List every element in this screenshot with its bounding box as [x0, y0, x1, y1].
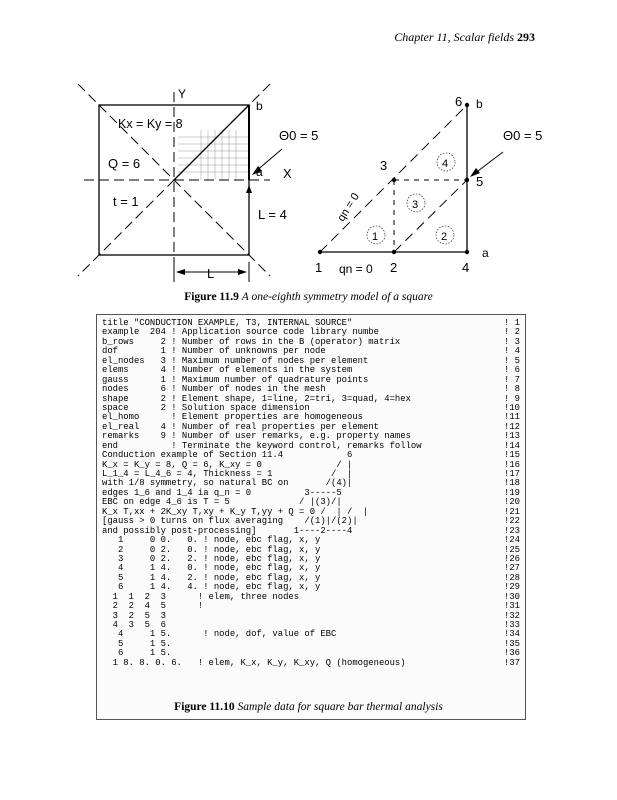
listing-line-text: 1 1 2 3 ! elem, three nodes — [102, 591, 300, 602]
listing-line-number: !24 — [504, 535, 520, 546]
listing-line-number: !23 — [504, 525, 520, 536]
node-label-6: 6 — [455, 94, 463, 109]
listing-line-number: !20 — [504, 497, 520, 508]
listing-line-text: end ! Terminate the keyword control, remarks follow — [102, 440, 422, 451]
listing-line-number: !19 — [504, 487, 520, 498]
listing-line-text: el_nodes 3 ! Maximum number of nodes per element — [102, 355, 369, 366]
listing-line-number: ! 4 — [504, 346, 520, 357]
dim-arrow-right — [238, 269, 247, 275]
node-label-1: 1 — [315, 260, 323, 275]
listing-line-text: [gauss > 0 turns on flux averaging /(1)|/(2)| — [102, 516, 358, 527]
listing-line-number: !36 — [504, 648, 520, 659]
l-arrow — [246, 185, 252, 193]
listing-line-number: !17 — [504, 469, 520, 479]
listing-line-number: !27 — [504, 563, 520, 574]
corner-b-label-right: b — [476, 97, 483, 111]
listing-line-text: 3 0 2. 2. ! node, ebc flag, x, y — [102, 553, 321, 564]
t-label: t = 1 — [113, 194, 139, 209]
listing-line-number: !33 — [504, 620, 520, 630]
listing-line-text: 6 1 5. — [102, 648, 172, 659]
listing-line-text: 5 1 5. — [102, 638, 172, 649]
listing-line-number: ! 9 — [504, 393, 520, 404]
listing-line-number: !13 — [504, 431, 520, 442]
node-label-5: 5 — [476, 174, 484, 189]
listing-line-number: !21 — [504, 506, 520, 517]
listing-line-text: gauss 1 ! Maximum number of quadrature points — [102, 374, 369, 385]
listing-line-number: !37 — [504, 657, 520, 668]
listing-line-number: ! 8 — [504, 384, 520, 395]
corner-a-label: a — [256, 165, 263, 179]
figure-caption-text: A one-eighth symmetry model of a square — [241, 291, 433, 303]
listing-line-text: 1 8. 8. 0. 6. ! elem, K_x, K_y, K_xy, Q (homogeneous) — [102, 657, 406, 668]
listing-line-text: 4 1 4. 0. ! node, ebc flag, x, y — [102, 563, 321, 574]
listing-line-number: !25 — [504, 544, 520, 555]
listing-line-text: shape 2 ! Element shape, 1=line, 2=tri, 3=quad, 4=hex — [102, 393, 411, 404]
listing-line-text: example 204 ! Application source code library numbe — [102, 327, 379, 338]
diagonal-edge — [174, 105, 249, 180]
listing-line-text: 6 1 4. 4. ! node, ebc flag, x, y — [102, 582, 321, 593]
listing-line-text: space 2 ! Solution space dimension — [102, 402, 310, 413]
k-label: Kx = Ky = 8 — [118, 117, 183, 131]
theta-label-right: Θ0 = 5 — [503, 128, 543, 143]
node-dot-6 — [465, 103, 469, 107]
listing-line-number: !29 — [504, 582, 520, 593]
hatched-region — [178, 130, 249, 180]
corner-a-label-right: a — [482, 246, 489, 260]
axis-y-label: Y — [178, 87, 187, 101]
listing-line-number: !28 — [504, 572, 520, 583]
listing-line-text: elems 4 ! Number of elements in the system — [102, 365, 353, 376]
listing-line-text: nodes 6 ! Number of nodes in the mesh — [102, 384, 326, 395]
chapter-title: Chapter 11, Scalar fields — [394, 30, 514, 44]
figure-11-10-caption — [0, 701, 617, 713]
dim-arrow-left — [176, 269, 185, 275]
listing-line-number: ! 7 — [504, 374, 520, 385]
listing-line-number: !11 — [504, 412, 520, 423]
listing-line-number: !26 — [504, 553, 520, 564]
listing-line-text: dof 1 ! Number of unknowns per node — [102, 346, 326, 357]
listing-line-number: ! 6 — [504, 365, 520, 376]
listing-line-number: !35 — [504, 638, 520, 649]
element-label-2: 2 — [441, 231, 448, 243]
element-label-1: 1 — [372, 231, 379, 243]
source-listing — [102, 319, 520, 668]
listing-line-text: 2 2 4 5 ! — [102, 601, 204, 612]
listing-line-text: 4 3 5 6 — [102, 620, 166, 630]
listing-line-number: ! 2 — [504, 327, 520, 338]
l-dim-label: L — [207, 266, 215, 281]
listing-line-text: el_homo ! Element properties are homogeneous — [102, 412, 363, 423]
node-label-4: 4 — [462, 260, 470, 275]
corner-b-label: b — [256, 99, 263, 113]
node-dot-3 — [392, 178, 396, 182]
inner-diagonal — [394, 180, 467, 252]
listing-line-number: !14 — [504, 440, 520, 451]
listing-line-text: K_x T,xx + 2K_xy T,xy + K_y T,yy + Q = 0 / | / | — [102, 506, 369, 517]
listing-line-text: b_rows 2 ! Number of rows in the B (operator) matrix — [102, 336, 401, 347]
page-number: 293 — [517, 30, 535, 44]
listing-line-text: L_1_4 = L_4_6 = 4, Thickness = 1 / | — [102, 469, 353, 479]
figure-label: Figure 11.9 — [184, 291, 239, 303]
node-dot-5 — [465, 178, 469, 182]
figure-label: Figure 11.10 — [174, 701, 235, 713]
node-dot-4 — [465, 250, 469, 254]
axis-x-label: X — [283, 166, 292, 181]
listing-line-number: !15 — [504, 450, 520, 461]
listing-line-text: 2 0 2. 0. ! node, ebc flag, x, y — [102, 544, 321, 555]
flux-diagonal-label: qn = 0 — [335, 191, 362, 224]
right-panel — [315, 94, 542, 276]
listing-line-text: K_x = K_y = 8, Q = 6, K_xy = 0 / | — [102, 459, 353, 470]
listing-line — [102, 659, 520, 668]
listing-line-text: remarks 9 ! Number of user remarks, e.g. property names — [102, 431, 411, 442]
q-label: Q = 6 — [108, 156, 141, 171]
listing-line-number: !12 — [504, 421, 520, 432]
node-label-3: 3 — [380, 158, 388, 173]
listing-line-text: with 1/8 symmetry, so natural BC on /(4)| — [102, 478, 353, 489]
listing-line-text: edges 1_6 and 1_4 ia q_n = 0 3-----5 — [102, 487, 342, 498]
figure-11-9-diagram — [0, 0, 617, 290]
l-label: L = 4 — [258, 207, 287, 222]
listing-line-number: !32 — [504, 610, 520, 621]
node-label-2: 2 — [390, 260, 398, 275]
listing-line-text: EBC on edge 4_6 is T = 5 / |(3)/| — [102, 497, 342, 508]
listing-line-number: !34 — [504, 629, 520, 640]
listing-line-text: title "CONDUCTION EXAMPLE, T3, INTERNAL SOURCE" — [102, 318, 353, 328]
listing-line-number: !16 — [504, 459, 520, 470]
theta-label-left: Θ0 = 5 — [279, 128, 319, 143]
listing-line-number: !10 — [504, 402, 520, 413]
left-panel — [78, 84, 318, 282]
listing-line-text: and possibly post-processing] 1----2----4 — [102, 525, 353, 536]
figure-11-9-caption — [0, 291, 617, 303]
listing-line-text: Conduction example of Section 11.4 6 — [102, 450, 353, 461]
listing-line-number: ! 3 — [504, 336, 520, 347]
listing-line-text: 5 1 4. 2. ! node, ebc flag, x, y — [102, 572, 321, 583]
element-label-4: 4 — [442, 158, 449, 170]
listing-line-text: el_real 4 ! Number of real properties per element — [102, 421, 379, 432]
listing-line-number: !30 — [504, 591, 520, 602]
listing-line-number: !22 — [504, 516, 520, 527]
listing-line-text: 1 0 0. 0. ! node, ebc flag, x, y — [102, 535, 321, 546]
listing-line-text: 3 2 5 3 — [102, 610, 166, 621]
flux-base-label: qn = 0 — [339, 262, 373, 276]
node-dot-2 — [392, 250, 396, 254]
node-dot-1 — [318, 250, 322, 254]
listing-line-number: ! 1 — [504, 318, 520, 328]
figure-caption-text: Sample data for square bar thermal analysis — [237, 701, 443, 713]
element-label-3: 3 — [412, 199, 419, 211]
listing-line-number: !31 — [504, 601, 520, 612]
listing-line-number: ! 5 — [504, 355, 520, 366]
listing-line-text: 4 1 5. ! node, dof, value of EBC — [102, 629, 337, 640]
listing-line-number: !18 — [504, 478, 520, 489]
